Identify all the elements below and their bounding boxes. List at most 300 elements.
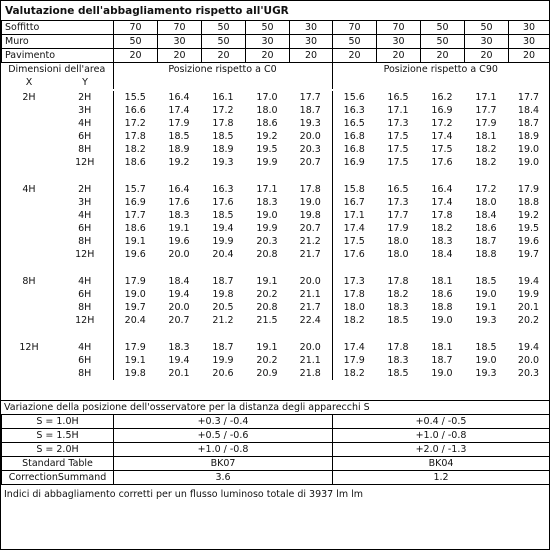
ugr-c0-value: 19.9 [212, 236, 234, 247]
ugr-c0-value: 20.7 [289, 222, 332, 235]
ugr-c0-value: 19.2 [168, 157, 190, 168]
ugr-c0-value: 20.3 [289, 143, 332, 156]
reflectance-value: 50 [114, 35, 158, 49]
standard-table-row [2, 457, 550, 471]
ugr-c90-value: 18.8 [517, 197, 540, 208]
table-row [1, 104, 549, 117]
ugr-c90-value: 18.0 [475, 197, 497, 208]
ugr-c0-value: 19.4 [212, 223, 234, 234]
ugr-c90-value: 15.8 [343, 184, 365, 195]
ugr-c90-value: 16.7 [343, 197, 365, 208]
area-y-value: 8H [57, 367, 113, 380]
ugr-c90-value: 16.5 [387, 184, 409, 195]
ugr-c0-value: 20.0 [289, 275, 332, 288]
ugr-c90-value: 17.3 [343, 276, 365, 287]
standard-table-c90: BK04 [333, 457, 550, 471]
ugr-c0-value: 20.6 [212, 368, 234, 379]
area-x-value: 12H [19, 342, 39, 353]
ugr-c90-value: 17.1 [475, 92, 497, 103]
area-y-value: 6H [57, 354, 113, 367]
ugr-c0-value: 19.0 [124, 289, 146, 300]
reflectance-value: 20 [202, 49, 246, 63]
area-y-value: 6H [57, 288, 113, 301]
area-y-value: 3H [57, 104, 113, 117]
reflectance-value: 50 [246, 21, 290, 35]
ugr-c0-value: 16.4 [168, 92, 190, 103]
ugr-c90-value: 18.9 [517, 131, 540, 142]
area-y-value: 8H [57, 235, 113, 248]
ugr-c0-value: 16.3 [212, 184, 234, 195]
table-row [1, 209, 549, 222]
variation-row [2, 443, 550, 457]
table-row [1, 222, 549, 235]
ugr-c90-value: 18.1 [475, 131, 497, 142]
empty-cell [1, 117, 57, 130]
reflectance-value: 30 [509, 21, 550, 35]
ugr-c90-value: 17.7 [387, 210, 409, 221]
ugr-c0-value: 17.8 [124, 131, 146, 142]
ugr-c0-value: 19.6 [168, 236, 190, 247]
reflectance-value: 20 [158, 49, 202, 63]
reflectance-label: Pavimento [2, 49, 114, 63]
reflectance-row [2, 21, 550, 35]
ugr-c90-value: 19.2 [517, 210, 540, 221]
ugr-c0-value: 20.2 [256, 289, 278, 300]
ugr-c0-value: 19.4 [168, 355, 190, 366]
ugr-c0-value: 18.3 [168, 342, 190, 353]
ugr-c90-value: 18.0 [343, 302, 365, 313]
ugr-c90-value: 18.8 [475, 249, 497, 260]
ugr-c0-value: 17.2 [124, 118, 146, 129]
c0-position-label: Posizione rispetto a C0 [113, 63, 332, 76]
ugr-c90-value: 19.5 [517, 223, 540, 234]
ugr-c0-value: 19.8 [289, 209, 332, 222]
ugr-c0-value: 18.7 [212, 342, 234, 353]
ugr-c90-value: 19.4 [517, 276, 540, 287]
ugr-c0-value: 16.4 [168, 184, 190, 195]
ugr-c0-value: 19.1 [124, 355, 146, 366]
ugr-c90-value: 19.0 [431, 315, 453, 326]
ugr-c90-value: 18.2 [343, 368, 365, 379]
reflectance-value: 30 [290, 21, 333, 35]
ugr-c90-value: 18.7 [475, 236, 497, 247]
ugr-c90-value: 18.0 [387, 236, 409, 247]
ugr-c0-value: 18.4 [168, 276, 190, 287]
ugr-c90-value: 19.1 [475, 302, 497, 313]
ugr-c90-value: 17.8 [343, 289, 365, 300]
ugr-c90-value: 18.2 [475, 157, 497, 168]
ugr-c90-value: 18.3 [431, 236, 453, 247]
table-row [1, 117, 549, 130]
ugr-c0-value: 19.9 [212, 355, 234, 366]
ugr-c0-value: 20.0 [289, 341, 332, 354]
ugr-c0-value: 18.6 [256, 118, 278, 129]
table-row [1, 341, 549, 354]
ugr-c90-value: 17.5 [387, 144, 409, 155]
ugr-c0-value: 21.2 [212, 315, 234, 326]
ugr-c0-value: 20.7 [289, 156, 332, 169]
ugr-c0-value: 19.0 [289, 196, 332, 209]
y-label: Y [82, 77, 88, 88]
ugr-c90-value: 18.2 [431, 223, 453, 234]
empty-cell [1, 222, 57, 235]
ugr-c0-value: 21.2 [289, 235, 332, 248]
ugr-c90-value: 18.5 [387, 315, 409, 326]
ugr-c90-value: 16.9 [431, 105, 453, 116]
ugr-c90-value: 19.4 [517, 342, 540, 353]
ugr-c0-value: 18.2 [124, 144, 146, 155]
ugr-c0-value: 17.7 [124, 210, 146, 221]
ugr-c0-value: 20.0 [168, 302, 190, 313]
ugr-c0-value: 21.1 [289, 354, 332, 367]
ugr-c0-value: 17.8 [212, 118, 234, 129]
ugr-c0-value: 18.9 [168, 144, 190, 155]
ugr-c0-value: 20.1 [168, 368, 190, 379]
ugr-c90-value: 19.3 [475, 315, 497, 326]
ugr-c0-value: 19.9 [256, 223, 278, 234]
ugr-c90-value: 16.8 [343, 131, 365, 142]
ugr-c90-value: 17.3 [387, 197, 409, 208]
footer-note: Indici di abbagliamento corretti per un flusso luminoso totale di 3937 lm lm [4, 489, 364, 500]
ugr-c0-value: 20.0 [168, 249, 190, 260]
table-row [1, 91, 549, 104]
ugr-c90-value: 19.7 [517, 249, 540, 260]
area-y-value: 4H [57, 275, 113, 288]
ugr-c0-value: 18.7 [289, 104, 332, 117]
variation-row [2, 415, 550, 429]
empty-cell [1, 156, 57, 169]
ugr-c90-value: 17.4 [431, 197, 453, 208]
reflectance-label: Soffitto [2, 21, 114, 35]
ugr-c90-value: 18.2 [475, 144, 497, 155]
correction-summand-row [2, 471, 550, 485]
area-y-value: 4H [57, 341, 113, 354]
reflectance-label: Muro [2, 35, 114, 49]
ugr-c0-value: 19.5 [256, 144, 278, 155]
ugr-c90-value: 18.4 [517, 105, 540, 116]
empty-cell [1, 104, 57, 117]
ugr-c90-value: 18.5 [387, 368, 409, 379]
ugr-c90-value: 17.9 [517, 184, 540, 195]
ugr-c0-value: 19.4 [168, 289, 190, 300]
ugr-c0-value: 20.5 [212, 302, 234, 313]
ugr-c0-value: 18.5 [212, 210, 234, 221]
ugr-c90-value: 18.1 [431, 342, 453, 353]
ugr-c0-value: 20.4 [124, 315, 146, 326]
ugr-c90-value: 17.6 [343, 249, 365, 260]
ugr-c90-value: 17.5 [387, 131, 409, 142]
table-row [1, 367, 549, 380]
ugr-c90-value: 17.5 [431, 144, 453, 155]
table-row [1, 235, 549, 248]
reflectance-value: 20 [377, 49, 421, 63]
ugr-c90-value: 15.6 [343, 92, 365, 103]
correction-summand-label: CorrectionSummand [2, 471, 114, 485]
ugr-c90-value: 18.7 [517, 118, 540, 129]
empty-cell [1, 354, 57, 367]
group-spacer [1, 261, 549, 275]
ugr-c0-value: 18.6 [124, 223, 146, 234]
ugr-c90-value: 16.2 [431, 92, 453, 103]
reflectance-value: 70 [377, 21, 421, 35]
ugr-c90-value: 18.3 [387, 355, 409, 366]
ugr-c90-value: 20.2 [517, 315, 540, 326]
ugr-c0-value: 20.2 [256, 355, 278, 366]
area-y-value: 12H [57, 248, 113, 261]
variation-c0: +0.3 / -0.4 [114, 415, 333, 429]
ugr-c90-value: 19.9 [517, 289, 540, 300]
ugr-c90-value: 19.0 [475, 289, 497, 300]
spacing-label: S = 2.0H [2, 443, 114, 457]
ugr-c0-value: 20.3 [256, 236, 278, 247]
ugr-c0-value: 19.3 [212, 157, 234, 168]
variation-label: Variazione della posizione dell'osservatore per la distanza degli apparecchi S [4, 402, 370, 413]
reflectance-value: 50 [465, 21, 509, 35]
ugr-c0-value: 15.7 [124, 184, 146, 195]
reflectance-value: 30 [509, 35, 550, 49]
reflectance-value: 20 [509, 49, 550, 63]
ugr-c90-value: 17.9 [387, 223, 409, 234]
ugr-c90-value: 19.0 [517, 157, 540, 168]
ugr-c0-value: 21.7 [289, 248, 332, 261]
ugr-c0-value: 20.4 [212, 249, 234, 260]
ugr-c0-value: 17.0 [256, 92, 278, 103]
ugr-c90-value: 17.3 [387, 118, 409, 129]
reflectance-value: 50 [421, 21, 465, 35]
ugr-c0-value: 19.7 [124, 302, 146, 313]
ugr-c0-value: 18.3 [168, 210, 190, 221]
ugr-c90-value: 17.1 [343, 210, 365, 221]
ugr-c90-value: 18.4 [475, 210, 497, 221]
ugr-c0-value: 19.1 [124, 236, 146, 247]
ugr-c90-value: 19.6 [517, 236, 540, 247]
area-y-value: 4H [57, 117, 113, 130]
ugr-c0-value: 18.5 [212, 131, 234, 142]
group-spacer [1, 169, 549, 183]
reflectance-row [2, 35, 550, 49]
variation-row [2, 429, 550, 443]
spacing-label: S = 1.5H [2, 429, 114, 443]
table-row [1, 301, 549, 314]
table-row [1, 314, 549, 327]
ugr-c0-value: 19.8 [124, 368, 146, 379]
area-y-value: 12H [57, 156, 113, 169]
reflectance-value: 30 [246, 35, 290, 49]
ugr-c90-value: 18.5 [475, 342, 497, 353]
reflectance-value: 50 [333, 35, 377, 49]
empty-cell [1, 209, 57, 222]
ugr-c90-value: 17.1 [387, 105, 409, 116]
reflectance-value: 20 [333, 49, 377, 63]
ugr-c0-value: 18.0 [256, 105, 278, 116]
ugr-c90-value: 16.4 [431, 184, 453, 195]
empty-cell [1, 288, 57, 301]
ugr-c90-value: 16.8 [343, 144, 365, 155]
ugr-c0-value: 20.9 [256, 368, 278, 379]
ugr-data-table [1, 91, 549, 380]
ugr-header [1, 63, 549, 89]
ugr-c0-value: 20.0 [289, 130, 332, 143]
correction-summand-c90: 1.2 [333, 471, 550, 485]
ugr-c90-value: 17.4 [431, 131, 453, 142]
reflectance-table [1, 20, 550, 63]
ugr-c90-value: 17.8 [387, 342, 409, 353]
table-row [1, 156, 549, 169]
ugr-c0-value: 21.5 [256, 315, 278, 326]
ugr-c90-value: 19.0 [475, 355, 497, 366]
table-row [1, 130, 549, 143]
ugr-c90-value: 18.6 [431, 289, 453, 300]
reflectance-value: 30 [377, 35, 421, 49]
ugr-c90-value: 17.6 [431, 157, 453, 168]
variation-c90: +1.0 / -0.8 [333, 429, 550, 443]
ugr-c90-value: 17.2 [475, 184, 497, 195]
ugr-c0-value: 17.1 [256, 184, 278, 195]
area-y-value: 8H [57, 301, 113, 314]
xy-header [1, 76, 113, 89]
area-y-value: 3H [57, 196, 113, 209]
ugr-c90-value: 17.7 [475, 105, 497, 116]
variation-table [1, 414, 550, 485]
spacing-label: S = 1.0H [2, 415, 114, 429]
ugr-c90-value: 17.5 [387, 157, 409, 168]
ugr-c90-value: 18.5 [475, 276, 497, 287]
reflectance-value: 20 [246, 49, 290, 63]
area-y-value: 6H [57, 222, 113, 235]
ugr-c0-value: 21.1 [289, 288, 332, 301]
reflectance-value: 20 [290, 49, 333, 63]
reflectance-value: 50 [202, 35, 246, 49]
table-row [1, 183, 549, 196]
ugr-c0-value: 20.8 [256, 249, 278, 260]
ugr-c90-value: 17.4 [343, 223, 365, 234]
ugr-c90-value: 17.8 [431, 210, 453, 221]
reflectance-value: 20 [421, 49, 465, 63]
ugr-c0-value: 16.6 [124, 105, 146, 116]
ugr-c90-value: 18.4 [431, 249, 453, 260]
ugr-c90-value: 19.3 [475, 368, 497, 379]
ugr-c0-value: 15.5 [124, 92, 146, 103]
ugr-c0-value: 21.7 [289, 301, 332, 314]
ugr-c0-value: 19.1 [256, 342, 278, 353]
area-x-value: 8H [22, 276, 36, 287]
ugr-c90-value: 17.7 [517, 92, 540, 103]
ugr-c90-value: 20.1 [517, 302, 540, 313]
correction-summand-c0: 3.6 [114, 471, 333, 485]
ugr-c90-value: 18.2 [343, 315, 365, 326]
ugr-c90-value: 17.2 [431, 118, 453, 129]
ugr-c0-value: 19.6 [124, 249, 146, 260]
variation-c90: +0.4 / -0.5 [333, 415, 550, 429]
reflectance-value: 30 [290, 35, 333, 49]
empty-cell [1, 196, 57, 209]
ugr-c0-value: 17.4 [168, 105, 190, 116]
ugr-c90-value: 18.7 [431, 355, 453, 366]
empty-cell [1, 367, 57, 380]
area-y-value: 2H [57, 91, 113, 104]
x-label: X [25, 77, 33, 88]
document-title: Valutazione dell'abbagliamento rispetto all'UGR [5, 5, 289, 17]
area-dimensions-label: Dimensioni dell'area [1, 63, 113, 76]
ugr-c0-value: 17.6 [212, 197, 234, 208]
ugr-c90-value: 19.0 [517, 144, 540, 155]
ugr-c90-value: 17.9 [475, 118, 497, 129]
empty-cell [1, 130, 57, 143]
empty-cell [1, 248, 57, 261]
reflectance-value: 50 [202, 21, 246, 35]
area-y-value: 12H [57, 314, 113, 327]
ugr-c0-value: 22.4 [289, 314, 332, 327]
ugr-c90-value: 18.6 [475, 223, 497, 234]
ugr-c90-value: 19.0 [431, 368, 453, 379]
ugr-c0-value: 16.1 [212, 92, 234, 103]
ugr-c0-value: 19.3 [289, 117, 332, 130]
area-y-value: 6H [57, 130, 113, 143]
ugr-c0-value: 17.8 [289, 183, 332, 196]
ugr-c90-value: 17.9 [343, 355, 365, 366]
ugr-c90-value: 18.2 [387, 289, 409, 300]
reflectance-value: 20 [465, 49, 509, 63]
area-x-value: 4H [22, 184, 36, 195]
ugr-c0-value: 17.6 [168, 197, 190, 208]
variation-c0: +1.0 / -0.8 [114, 443, 333, 457]
empty-cell [1, 143, 57, 156]
ugr-c90-value: 16.3 [343, 105, 365, 116]
standard-table-label: Standard Table [2, 457, 114, 471]
reflectance-value: 70 [114, 21, 158, 35]
ugr-c0-value: 19.0 [256, 210, 278, 221]
reflectance-value: 30 [465, 35, 509, 49]
ugr-c0-value: 17.9 [124, 342, 146, 353]
ugr-c0-value: 18.6 [124, 157, 146, 168]
standard-table-c0: BK07 [114, 457, 333, 471]
ugr-c0-value: 18.9 [212, 144, 234, 155]
table-row [1, 196, 549, 209]
ugr-c90-value: 17.8 [387, 276, 409, 287]
ugr-c0-value: 20.8 [256, 302, 278, 313]
ugr-c0-value: 17.9 [124, 276, 146, 287]
reflectance-value: 20 [114, 49, 158, 63]
table-row [1, 288, 549, 301]
ugr-c90-value: 17.4 [343, 342, 365, 353]
reflectance-value: 70 [158, 21, 202, 35]
area-y-value: 8H [57, 143, 113, 156]
ugr-c0-value: 17.7 [289, 91, 332, 104]
ugr-c0-value: 18.5 [168, 131, 190, 142]
reflectance-row [2, 49, 550, 63]
group-spacer [1, 327, 549, 341]
ugr-c0-value: 17.2 [212, 105, 234, 116]
ugr-c0-value: 21.8 [289, 367, 332, 380]
ugr-c90-value: 20.0 [517, 355, 540, 366]
ugr-c0-value: 16.9 [124, 197, 146, 208]
ugr-c90-value: 18.1 [431, 276, 453, 287]
ugr-c90-value: 16.5 [387, 92, 409, 103]
table-row [1, 248, 549, 261]
variation-c90: +2.0 / -1.3 [333, 443, 550, 457]
empty-cell [1, 314, 57, 327]
reflectance-value: 30 [158, 35, 202, 49]
ugr-c90-value: 18.8 [431, 302, 453, 313]
ugr-c90-value: 18.3 [387, 302, 409, 313]
area-y-value: 2H [57, 183, 113, 196]
c90-position-label: Posizione rispetto a C90 [383, 64, 498, 75]
area-x-value: 2H [22, 92, 36, 103]
empty-cell [1, 301, 57, 314]
table-row [1, 143, 549, 156]
ugr-c90-value: 17.5 [343, 236, 365, 247]
table-row [1, 354, 549, 367]
